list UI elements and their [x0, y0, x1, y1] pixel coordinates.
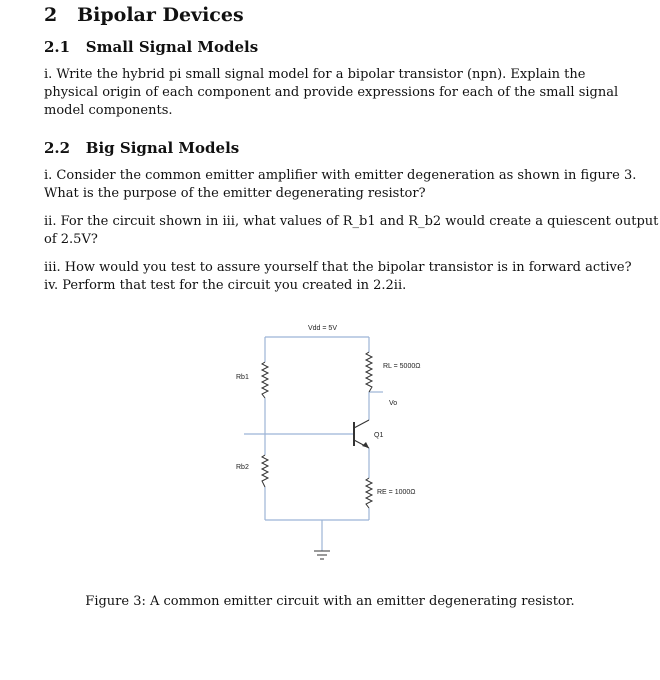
section-title: Bipolar Devices — [77, 4, 244, 26]
text-line: of 2.5V? — [44, 232, 98, 247]
transistor-collector — [354, 420, 369, 428]
rl-label: RL = 5000Ω — [383, 363, 421, 370]
text-line: model components. — [44, 103, 173, 118]
text-line: i. Consider the common emitter amplifier with emitter degeneration as shown in figure 3. — [44, 168, 637, 183]
rb1-resistor — [262, 362, 268, 398]
rl-resistor — [366, 352, 372, 392]
subsection-title: Big Signal Models — [85, 139, 240, 157]
subsection-number: 2.1 — [44, 38, 71, 56]
text-line: iv. Perform that test for the circuit you created in 2.2ii. — [44, 278, 407, 293]
text-line: i. Write the hybrid pi small signal model for a bipolar transistor (npn). Explain the — [44, 67, 586, 82]
rb2-resistor — [262, 455, 268, 487]
rb2-label: Rb2 — [236, 464, 249, 471]
vdd-label: Vdd = 5V — [308, 325, 337, 332]
figure-caption: Figure 3: A common emitter circuit with an emitter degenerating resistor. — [85, 594, 575, 609]
text-line: physical origin of each component and provide expressions for each of the small signal — [44, 85, 619, 100]
rb1-label: Rb1 — [236, 374, 249, 381]
text-line: ii. For the circuit shown in iii, what values of R_b1 and R_b2 would create a quiescent output — [44, 214, 659, 229]
text-line: iii. How would you test to assure yourself that the bipolar transistor is in forward active? — [44, 260, 632, 275]
emitter-arrow — [362, 442, 369, 448]
re-label: RE = 1000Ω — [377, 489, 416, 496]
vo-label: Vo — [389, 400, 398, 407]
section-number: 2 — [44, 4, 58, 26]
subsection-number: 2.2 — [44, 139, 71, 157]
subsection-title: Small Signal Models — [85, 38, 259, 56]
re-resistor — [366, 478, 372, 508]
text-line: What is the purpose of the emitter degenerating resistor? — [44, 186, 426, 201]
q1-label: Q1 — [374, 432, 384, 439]
